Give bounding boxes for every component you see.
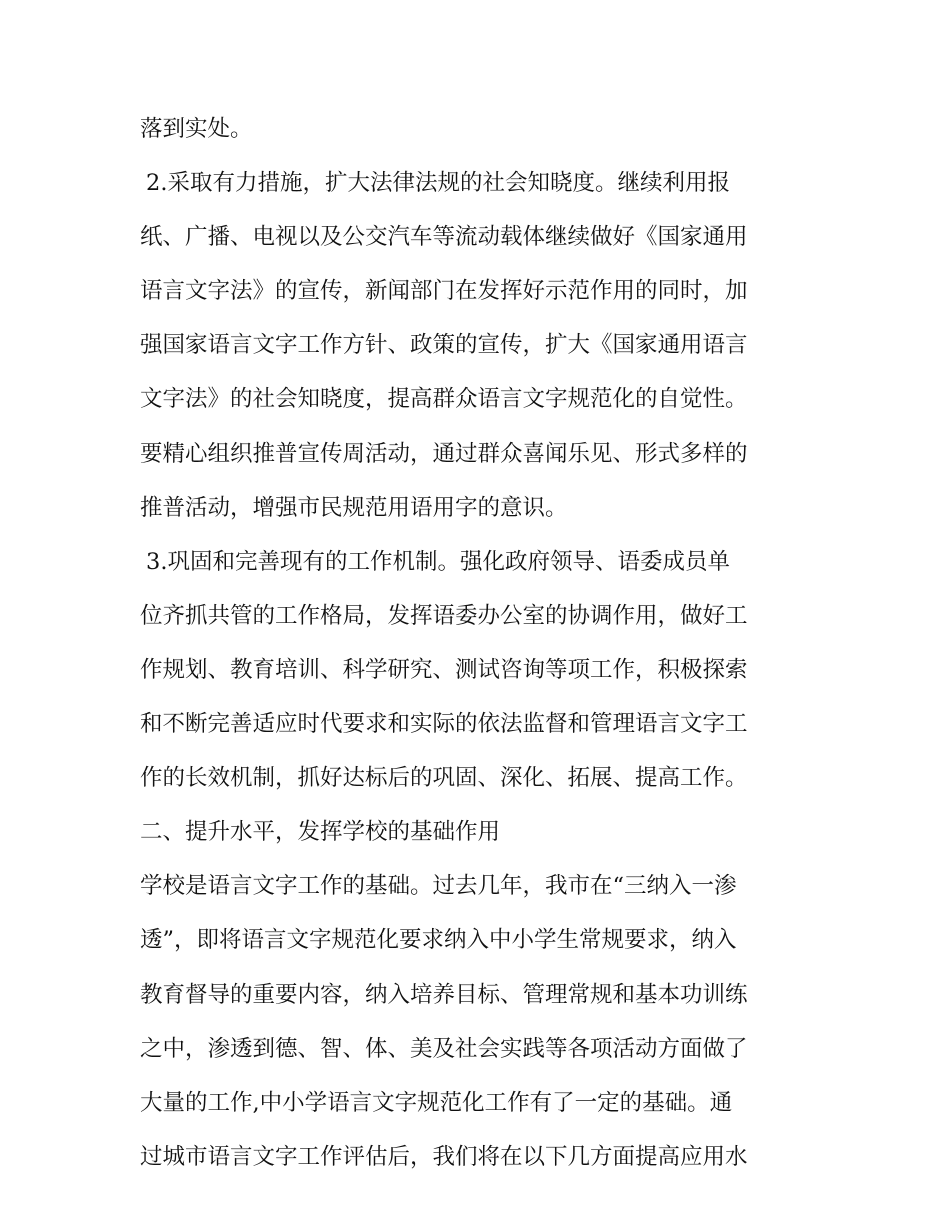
text-line: 位齐抓共管的工作格局，发挥语委办公室的协调作用，做好工: [140, 602, 748, 629]
list-item-2: 2.采取有力措施，扩大法律法规的社会知晓度。继续利用报: [146, 170, 730, 197]
text-line: 语言文字法》的宣传，新闻部门在发挥好示范作用的同时，加: [140, 278, 748, 305]
text-line: 透”，即将语言文字规范化要求纳入中小学生常规要求，纳入: [140, 927, 737, 954]
text-line: 推普活动，增强市民规范用语用字的意识。: [140, 494, 568, 521]
text-line: 纸、广播、电视以及公交汽车等流动载体继续做好《国家通用: [140, 224, 748, 251]
text-line: 之中，渗透到德、智、体、美及社会实践等各项活动方面做了: [140, 1035, 748, 1062]
text-line: 文字法》的社会知晓度，提高群众语言文字规范化的自觉性。: [140, 386, 748, 413]
text-line: 强国家语言文字工作方针、政策的宣传，扩大《国家通用语言: [140, 332, 748, 359]
text-line: 落到实处。: [140, 116, 253, 142]
document-body: [140, 107, 820, 1189]
text-line: 过城市语言文字工作评估后，我们将在以下几方面提高应用水: [140, 1143, 748, 1170]
list-item-3: 3.巩固和完善现有的工作机制。强化政府领导、语委成员单: [146, 548, 730, 575]
text-line: 作的长效机制，抓好达标后的巩固、深化、拓展、提高工作。: [140, 765, 748, 792]
text-line: 教育督导的重要内容，纳入培养目标、管理常规和基本功训练: [140, 981, 748, 1008]
text-line: 大量的工作,中小学语言文字规范化工作有了一定的基础。通: [140, 1089, 733, 1116]
text-line: 学校是语言文字工作的基础。过去几年，我市在“三纳入一渗: [140, 873, 737, 900]
text-line: 要精心组织推普宣传周活动，通过群众喜闻乐见、形式多样的: [140, 440, 748, 467]
section-heading: 二、提升水平，发挥学校的基础作用: [140, 819, 501, 846]
text-line: 作规划、教育培训、科学研究、测试咨询等项工作，积极探索: [140, 656, 748, 683]
text-line: 和不断完善适应时代要求和实际的依法监督和管理语言文字工: [140, 711, 748, 738]
